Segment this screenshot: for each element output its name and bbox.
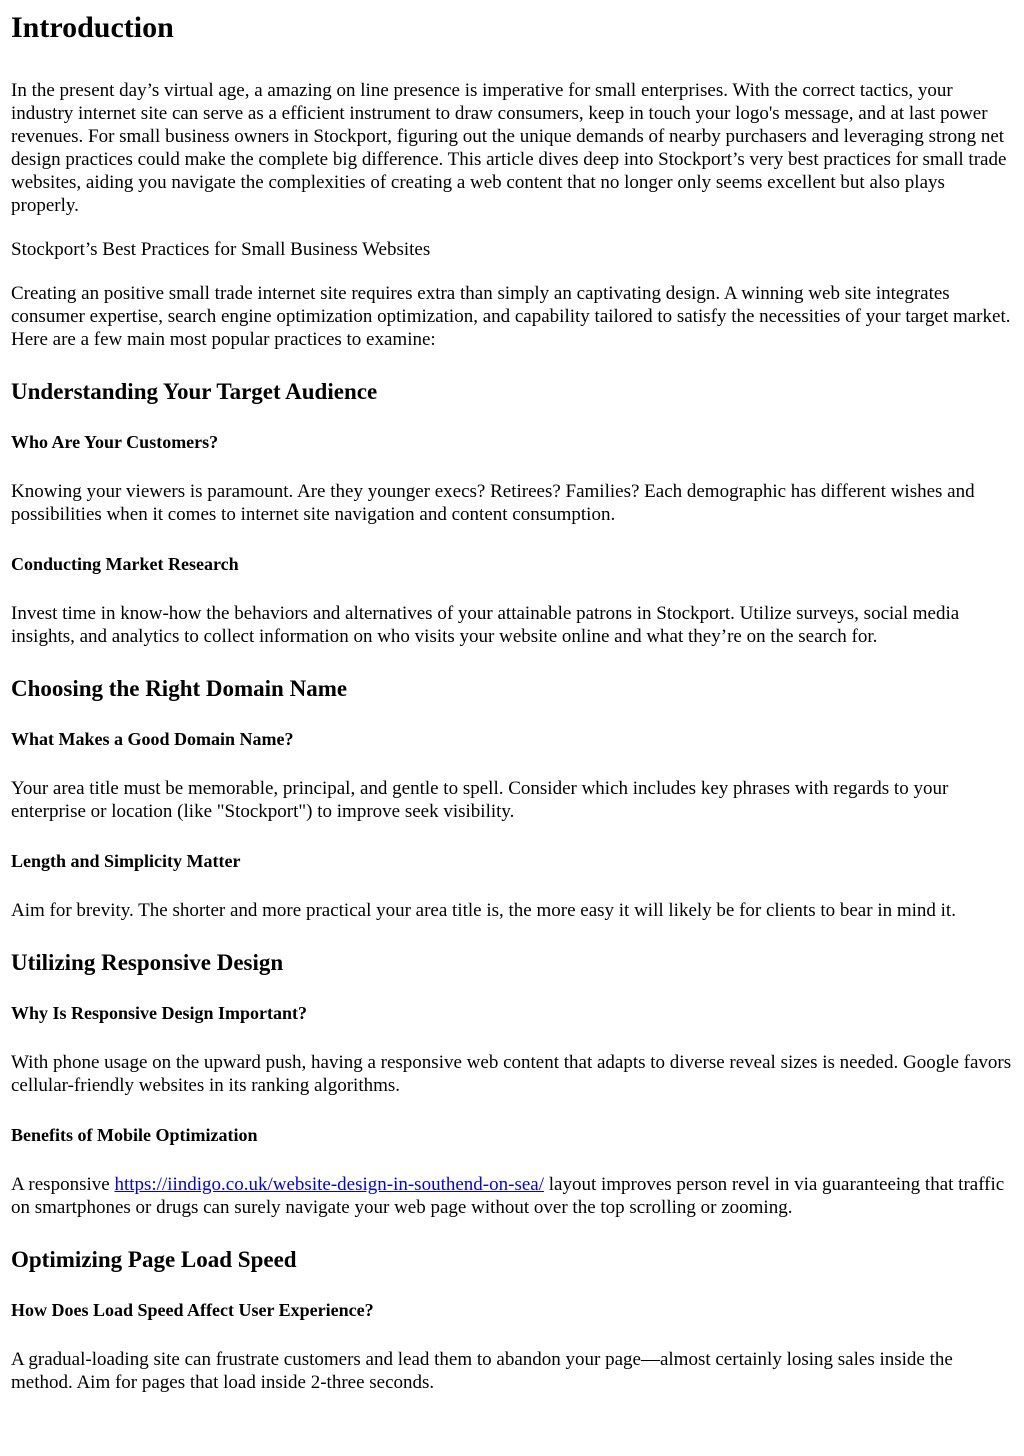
page-title: Introduction xyxy=(11,11,174,44)
subheading-market-research: Conducting Market Research xyxy=(11,554,239,574)
overview-paragraph: Creating an positive small trade internet site requires extra than simply an captivating design. A winning web site integrates consumer expertise, search engine optimization optimization, and capability tailored to satisfy the necessities of your target market. Here are a few main most popular practices to examine: xyxy=(11,283,1011,350)
paragraph-market-research: Invest time in know-how the behaviors and alternatives of your attainable patrons in Stockport. Utilize surveys, social media insights, and analytics to collect information on who visits your website online and what they’re on the search for. xyxy=(11,603,960,647)
paragraph-text-after-link: layout improves person revel in via guaranteeing that traffic on smartphones or drugs can surely navigate your web page without over the top scrolling or zooming. xyxy=(11,1174,1005,1218)
paragraph-who-are-customers: Knowing your viewers is paramount. Are they younger execs? Retirees? Families? Each demographic has different wishes and possibilities when it comes to internet site navigation and content consumption. xyxy=(11,481,975,525)
subtitle-paragraph: Stockport’s Best Practices for Small Business Websites xyxy=(11,239,431,260)
subheading-good-domain-name: What Makes a Good Domain Name? xyxy=(11,729,294,749)
intro-paragraph: In the present day’s virtual age, a amazing on line presence is imperative for small enterprises. With the correct tactics, your industry internet site can serve as a efficient instrument to draw consumers, keep in touch your logo's message, and at last power revenues. For small business owners in Stockport, figuring out the unique demands of nearby purchasers and leveraging strong net design practices could make the complete big difference. This article dives deep into Stockport’s very best practices for small trade websites, aiding you navigate the complexities of creating a web content that no longer only seems excellent but also plays properly. xyxy=(11,80,1007,216)
paragraph-why-responsive: With phone usage on the upward push, having a responsive web content that adapts to diverse reveal sizes is needed. Google favors cellular-friendly websites in its ranking algorithms. xyxy=(11,1052,1012,1096)
website-design-link[interactable]: https://iindigo.co.uk/website-design-in-southend-on-sea/ xyxy=(114,1174,544,1195)
article xyxy=(0,10,1024,1394)
subheading-who-are-customers: Who Are Your Customers? xyxy=(11,432,219,452)
subheading-load-speed-ux: How Does Load Speed Affect User Experience? xyxy=(11,1300,374,1320)
section-heading-page-load-speed: Optimizing Page Load Speed xyxy=(11,1247,297,1272)
paragraph-length-simplicity: Aim for brevity. The shorter and more practical your area title is, the more easy it will likely be for clients to bear in mind it. xyxy=(11,900,956,921)
subheading-mobile-optimization: Benefits of Mobile Optimization xyxy=(11,1125,258,1145)
paragraph-mobile-optimization xyxy=(11,1173,1013,1219)
subheading-why-responsive: Why Is Responsive Design Important? xyxy=(11,1003,308,1023)
subheading-length-simplicity: Length and Simplicity Matter xyxy=(11,851,241,871)
section-heading-responsive-design: Utilizing Responsive Design xyxy=(11,950,284,975)
paragraph-good-domain-name: Your area title must be memorable, principal, and gentle to spell. Consider which includes key phrases with regards to your enterprise or location (like "Stockport") to improve seek visibility. xyxy=(11,778,949,822)
section-heading-target-audience: Understanding Your Target Audience xyxy=(11,379,378,404)
paragraph-load-speed-ux: A gradual-loading site can frustrate customers and lead them to abandon your page—almost certainly losing sales inside the method. Aim for pages that load inside 2-three seconds. xyxy=(11,1349,953,1393)
section-heading-domain-name: Choosing the Right Domain Name xyxy=(11,676,348,701)
paragraph-text-before-link: A responsive xyxy=(11,1174,115,1195)
